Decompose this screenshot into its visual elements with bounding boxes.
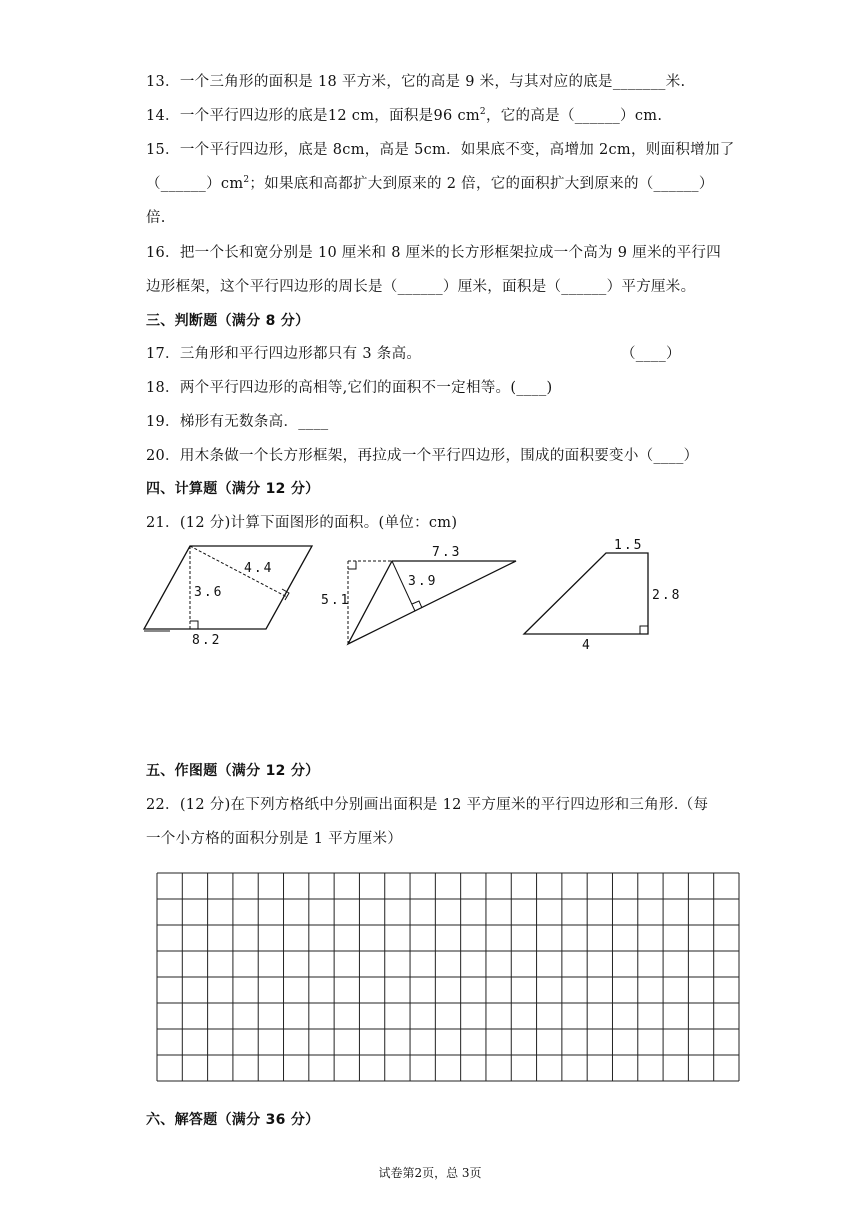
q15-sup: 2 (243, 175, 250, 186)
question-16-line2: 边形框架，这个平行四边形的周长是（______）厘米，面积是（______）平方厘米。 (146, 279, 696, 295)
right-angle-mark (640, 626, 648, 634)
label-side-5-1: 5.1 (321, 593, 351, 608)
question-15-line1: 15．一个平行四边形，底是 8cm，高是 5cm．如果底不变，高增加 2cm，则面积增加了 (146, 142, 735, 158)
question-21: 21．(12 分)计算下面图形的面积。(单位：cm) (146, 515, 458, 531)
question-14 (146, 106, 662, 126)
figure-triangle (318, 540, 523, 650)
section-3-heading: 三、判断题（满分 8 分） (146, 313, 310, 329)
q15-text-b: ；如果底和高都扩大到原来的 2 倍，它的面积扩大到原来的（______） (249, 176, 714, 192)
label-height-3-9: 3.9 (408, 574, 438, 589)
figure-trapezoid (518, 534, 693, 654)
q14-sup: 2 (479, 107, 486, 118)
label-top-7-3: 7.3 (432, 545, 462, 560)
grid-lines (157, 873, 739, 1081)
section-4-heading: 四、计算题（满分 12 分） (146, 481, 320, 497)
parallelogram-shape (144, 546, 312, 629)
label-bottom-4: 4 (582, 638, 592, 653)
section-5-heading: 五、作图题（满分 12 分） (146, 763, 320, 779)
label-height-4-4: 4.4 (244, 561, 274, 576)
page-footer: 试卷第2页，总 3页 (378, 1166, 482, 1180)
q17-text: 17．三角形和平行四边形都只有 3 条高。 (146, 346, 422, 362)
q15-text-a: （______）cm (146, 176, 244, 192)
question-13: 13．一个三角形的面积是 18 平方米，它的高是 9 米，与其对应的底是_______米. (146, 74, 686, 90)
question-15-line2 (146, 174, 714, 194)
question-16-line1: 16．把一个长和宽分别是 10 厘米和 8 厘米的长方形框架拉成一个高为 9 厘米的平行四 (146, 245, 722, 261)
figure-parallelogram (140, 540, 320, 650)
question-15-line3: 倍. (146, 210, 166, 226)
q14-text-a: 14．一个平行四边形的底是12 cm，面积是96 cm (146, 108, 480, 124)
section-6-heading: 六、解答题（满分 36 分） (146, 1112, 320, 1128)
q14-text-b: ，它的高是（______）cm. (485, 108, 663, 124)
question-19: 19．梯形有无数条高．____ (146, 414, 329, 430)
q17-blank: （____） (621, 346, 681, 362)
label-right-2-8: 2.8 (652, 588, 682, 603)
question-18: 18．两个平行四边形的高相等,它们的面积不一定相等。(____) (146, 380, 553, 396)
right-angle-mark (348, 561, 356, 569)
square-grid-paper[interactable] (156, 872, 742, 1084)
question-17 (146, 344, 686, 364)
question-22-line2: 一个小方格的面积分别是 1 平方厘米） (146, 831, 403, 847)
question-20: 20．用木条做一个长方形框架，再拉成一个平行四边形，围成的面积要变小（____） (146, 448, 699, 464)
label-base-8-2: 8.2 (192, 633, 222, 648)
question-22-line1: 22．(12 分)在下列方格纸中分别画出面积是 12 平方厘米的平行四边形和三角形.（每 (146, 797, 709, 813)
label-height-3-6: 3.6 (194, 585, 224, 600)
trapezoid-shape (524, 553, 648, 634)
label-top-1-5: 1.5 (614, 538, 644, 553)
right-angle-mark (190, 621, 198, 629)
